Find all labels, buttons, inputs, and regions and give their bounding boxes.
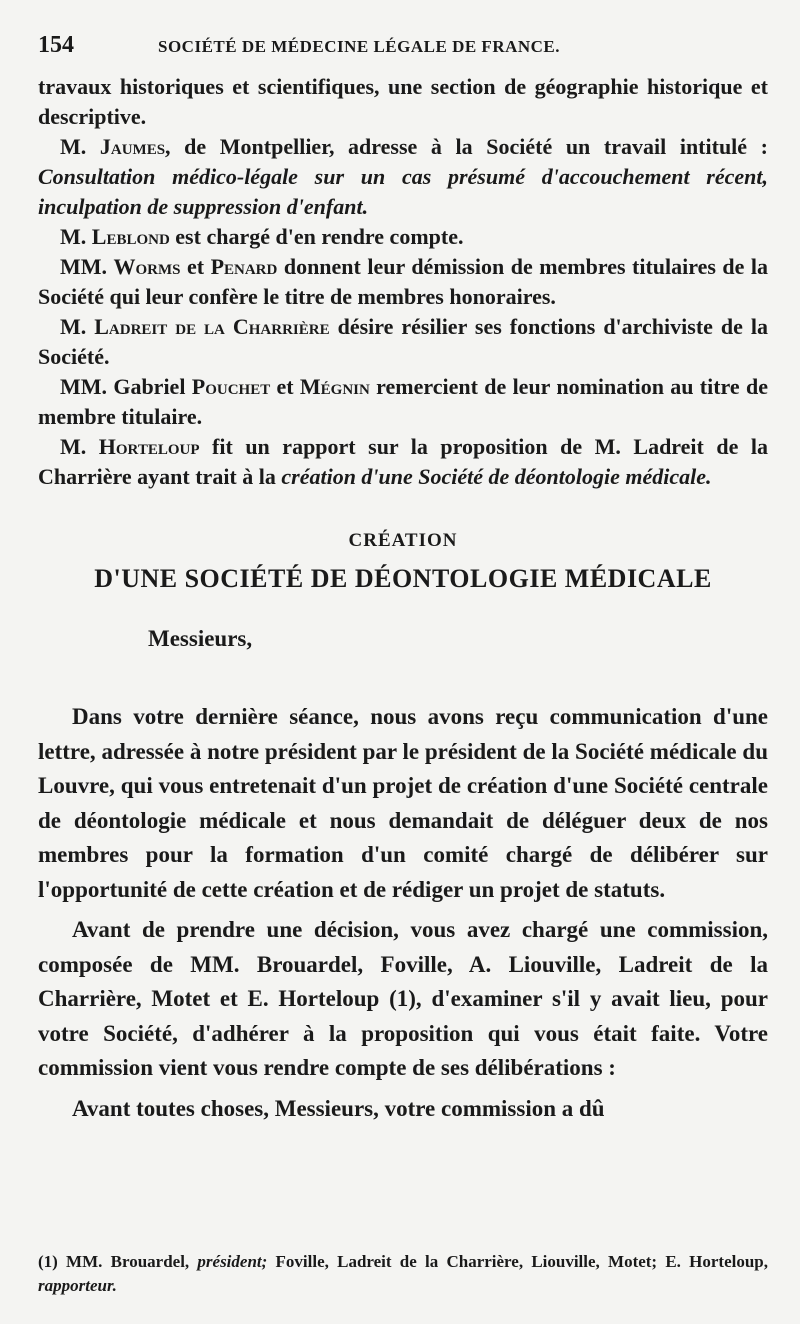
running-title: SOCIÉTÉ DE MÉDECINE LÉGALE DE FRANCE. bbox=[158, 37, 561, 56]
book-page bbox=[38, 32, 768, 1126]
minutes-entry: M. Leblond est chargé d'en rendre compte. bbox=[60, 224, 464, 249]
body-paragraph: Avant de prendre une décision, vous avez chargé une commission, composée de MM. Brouardel, Foville, A. Liouville, Ladreit de la Charrière, Motet et E. Horteloup (1), d'examiner s'il y avait lieu, pour votre Société, d'adhérer à la proposition qui vous était faite. Votre commission vient vous rendre compte de ses délibérations : bbox=[38, 917, 768, 1080]
minutes-section bbox=[38, 72, 768, 492]
salutation: Messieurs, bbox=[148, 626, 253, 651]
running-head bbox=[38, 32, 768, 72]
minutes-entry: MM. Worms et Penard donnent leur démission de membres titulaires de la Société qui leur confère le titre de membres honoraires. bbox=[38, 254, 769, 309]
minutes-entry: M. Jaumes, de Montpellier, adresse à la Société un travail intitulé : Consultation médico-légale sur un cas présumé d'accouchement récent, inculpation de suppression d'enfant. bbox=[38, 134, 768, 219]
section-heading-line1: CRÉATION bbox=[348, 530, 458, 551]
report-body bbox=[38, 700, 768, 1126]
page-number: 154 bbox=[38, 32, 74, 58]
minutes-entry: MM. Gabriel Pouchet et Mégnin remercient de leur nomination au titre de membre titulaire. bbox=[38, 374, 768, 429]
minutes-entry: M. Ladreit de la Charrière désire résilier ses fonctions d'archiviste de la Société. bbox=[38, 314, 768, 369]
minutes-entry: travaux historiques et scientifiques, une section de géographie historique et descriptive. bbox=[38, 74, 768, 129]
footnote: (1) MM. Brouardel, président; Foville, Ladreit de la Charrière, Liouville, Motet; E. Horteloup, rapporteur. bbox=[38, 1252, 768, 1295]
minutes-entry: M. Horteloup fit un rapport sur la proposition de M. Ladreit de la Charrière ayant trait à la création d'une Société de déontologie médicale. bbox=[38, 434, 768, 489]
body-paragraph: Avant toutes choses, Messieurs, votre commission a dû bbox=[72, 1095, 605, 1121]
body-paragraph: Dans votre dernière séance, nous avons reçu communication d'une lettre, adressée à notre président par le président de la Société médicale du Louvre, qui vous entretenait d'un projet de création d'une Société centrale de déontologie médicale et nous demandait de déléguer deux de nos membres pour la formation d'un comité chargé de délibérer sur l'opportunité de cette création et de rédiger un projet de statuts. bbox=[38, 704, 768, 902]
section-heading-line2: D'UNE SOCIÉTÉ DE DÉONTOLOGIE MÉDICALE bbox=[94, 564, 712, 593]
